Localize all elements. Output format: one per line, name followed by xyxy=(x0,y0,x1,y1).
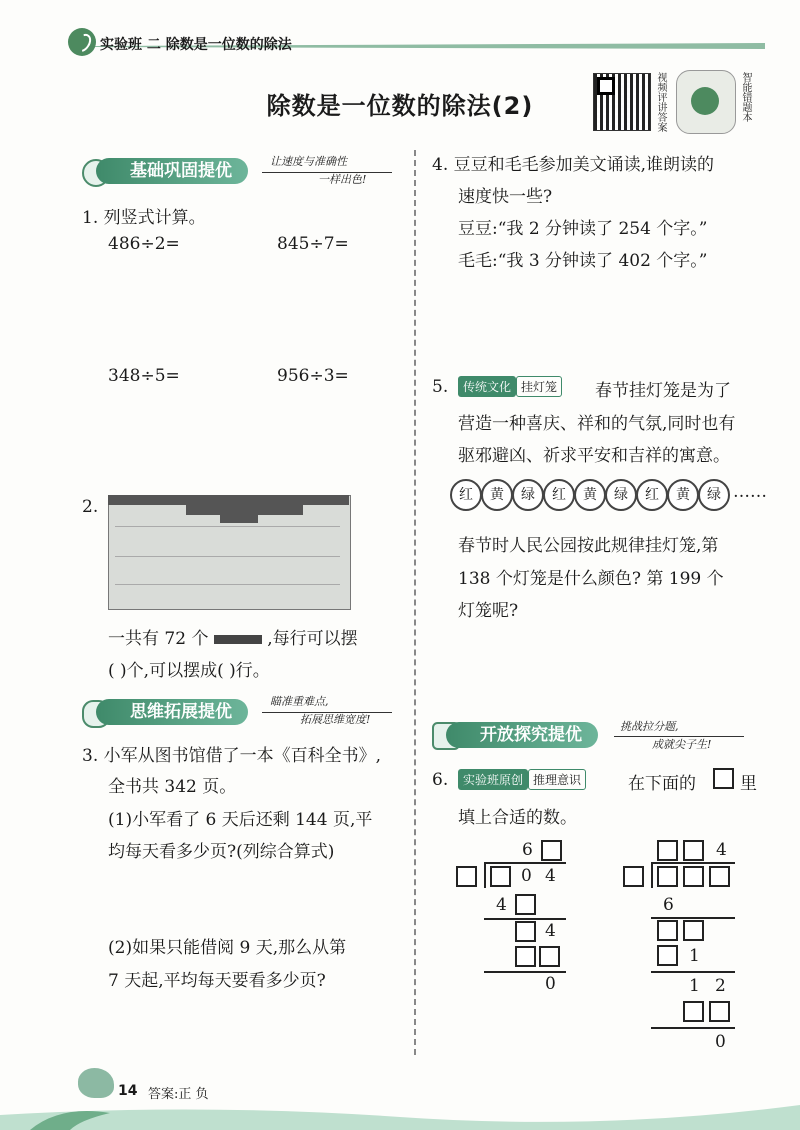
qr-code-icon[interactable] xyxy=(593,73,651,131)
quotient-digit: 4 xyxy=(716,840,727,860)
step-digit: 1 xyxy=(689,946,700,966)
q6-line1a: 在下面的 xyxy=(628,774,696,794)
section2-banner: 思维拓展提优 xyxy=(96,699,248,725)
division-bar xyxy=(484,862,566,864)
lantern-icon: 黄 xyxy=(574,479,606,511)
remainder-digit: 0 xyxy=(715,1032,726,1052)
q3-part2a: (2)如果只能借阅 9 天,那么从第 xyxy=(108,938,347,958)
answer-box[interactable] xyxy=(683,840,704,861)
step-digit: 6 xyxy=(663,895,674,915)
logo-icon xyxy=(68,28,96,56)
lantern-icon: 红 xyxy=(450,479,482,511)
slogan-line xyxy=(614,736,744,737)
section1-banner: 基础巩固提优 xyxy=(96,158,248,184)
q4-line2: 速度快一些? xyxy=(458,187,553,207)
section3-banner: 开放探究提优 xyxy=(446,722,598,748)
q2-text: ,每行可以摆 xyxy=(267,629,358,649)
lantern-icon: 黄 xyxy=(667,479,699,511)
division-bracket xyxy=(651,862,653,888)
q5-number: 5. xyxy=(432,377,449,397)
section1-slogan2: 一样出色! xyxy=(318,173,367,186)
division-bracket xyxy=(484,862,486,888)
lantern-icon: 红 xyxy=(636,479,668,511)
division-line xyxy=(651,1027,735,1029)
q1-item: 956÷3= xyxy=(277,366,349,386)
q6-tags xyxy=(458,769,586,790)
answer-box[interactable] xyxy=(541,840,562,861)
section2-slogan1: 瞄准重难点, xyxy=(270,695,329,708)
answer-box[interactable] xyxy=(683,866,704,887)
dividend-digit: 4 xyxy=(545,866,556,886)
q5-line4: 春节时人民公园按此规律挂灯笼,第 xyxy=(458,536,719,556)
section3-slogan1: 挑战拉分题, xyxy=(620,720,679,733)
answer-box[interactable] xyxy=(657,945,678,966)
lantern-ellipsis: …… xyxy=(733,482,767,502)
page-title: 除数是一位数的除法(2) xyxy=(266,92,534,120)
q2-line1 xyxy=(108,624,358,649)
answer-box[interactable] xyxy=(456,866,477,887)
answer-box-example xyxy=(713,768,734,789)
tag-traditional-culture: 传统文化 xyxy=(458,376,516,397)
division-line xyxy=(484,971,566,973)
column-divider xyxy=(414,150,416,1055)
q3-line1: 3. 小军从图书馆借了一本《百科全书》, xyxy=(82,746,382,766)
lantern-icon: 绿 xyxy=(512,479,544,511)
division-bar xyxy=(651,862,735,864)
q4-line4: 毛毛:“我 3 分钟读了 402 个字。” xyxy=(458,251,708,271)
answer-box[interactable] xyxy=(515,921,536,942)
answer-box[interactable] xyxy=(657,840,678,861)
division-line xyxy=(651,917,735,919)
tag-original: 实验班原创 xyxy=(458,769,528,790)
q3-line2: 全书共 342 页。 xyxy=(108,777,237,797)
tag-lantern: 挂灯笼 xyxy=(516,376,562,397)
answer-box[interactable] xyxy=(539,946,560,967)
q3-part1b: 均每天看多少页?(列综合算式) xyxy=(108,842,335,862)
slogan-line xyxy=(262,172,392,173)
q2-line2: ( )个,可以摆成( )行。 xyxy=(108,661,270,681)
answer-box[interactable] xyxy=(657,866,678,887)
q1-item: 348÷5= xyxy=(108,366,180,386)
step-digit: 4 xyxy=(496,895,507,915)
q5-line3: 驱邪避凶、祈求平安和吉祥的寓意。 xyxy=(458,446,730,466)
q2-number: 2. xyxy=(82,497,99,517)
answer-box[interactable] xyxy=(683,920,704,941)
lantern-icon: 黄 xyxy=(481,479,513,511)
division-line xyxy=(651,971,735,973)
answer-box[interactable] xyxy=(515,946,536,967)
qr-right-label: 智能错题本 xyxy=(740,72,751,122)
step-digit: 4 xyxy=(545,921,556,941)
q5-line6: 灯笼呢? xyxy=(458,601,519,621)
answer-box[interactable] xyxy=(623,866,644,887)
q2-text: 一共有 72 个 xyxy=(108,629,209,649)
q5-line5: 138 个灯笼是什么颜色? 第 199 个 xyxy=(458,569,724,589)
answer-label: 答案:正 负 xyxy=(148,1087,209,1102)
answer-box[interactable] xyxy=(515,894,536,915)
answer-box[interactable] xyxy=(709,1001,730,1022)
section3-slogan2: 成就尖子生! xyxy=(652,738,712,751)
quotient-digit: 6 xyxy=(522,840,533,860)
q3-part1a: (1)小军看了 6 天后还剩 144 页,平 xyxy=(108,810,373,830)
section2-slogan2: 拓展思维宽度! xyxy=(300,713,371,726)
qr-left-label: 视频评讲答案 xyxy=(655,72,666,132)
lantern-icon: 绿 xyxy=(605,479,637,511)
division-line xyxy=(484,918,566,920)
redacted-object xyxy=(214,635,262,644)
smart-qr-icon[interactable] xyxy=(676,70,736,134)
q1-item: 486÷2= xyxy=(108,234,180,254)
lantern-icon: 绿 xyxy=(698,479,730,511)
dolphin-icon xyxy=(78,1068,114,1098)
q5-tags xyxy=(458,376,562,397)
remainder-digit: 0 xyxy=(545,974,556,994)
q3-part2b: 7 天起,平均每天要看多少页? xyxy=(108,971,326,991)
lantern-icon: 红 xyxy=(543,479,575,511)
step-digit: 2 xyxy=(715,976,726,996)
q1-prompt: 1. 列竖式计算。 xyxy=(82,208,206,228)
q6-line1b: 里 xyxy=(740,774,757,794)
q5-line1: 春节挂灯笼是为了 xyxy=(595,381,731,401)
q6-number: 6. xyxy=(432,770,449,790)
section1-slogan1: 让速度与准确性 xyxy=(270,155,347,168)
answer-box[interactable] xyxy=(490,866,511,887)
photo-header xyxy=(108,495,349,527)
header-text: 实验班 二 除数是一位数的除法 xyxy=(100,37,292,53)
answer-box[interactable] xyxy=(709,866,730,887)
slogan-line xyxy=(262,712,392,713)
answer-box[interactable] xyxy=(657,920,678,941)
q6-line2: 填上合适的数。 xyxy=(458,808,577,828)
tag-reasoning: 推理意识 xyxy=(528,769,586,790)
q1-item: 845÷7= xyxy=(277,234,349,254)
q4-line1: 4. 豆豆和毛毛参加美文诵读,谁朗读的 xyxy=(432,155,715,175)
step-digit: 1 xyxy=(689,976,700,996)
answer-box[interactable] xyxy=(683,1001,704,1022)
page-number: 14 xyxy=(118,1083,138,1099)
footer-wave xyxy=(0,1095,800,1130)
q5-line2: 营造一种喜庆、祥和的气氛,同时也有 xyxy=(458,414,736,434)
dividend-digit: 0 xyxy=(521,866,532,886)
q4-line3: 豆豆:“我 2 分钟读了 254 个字。” xyxy=(458,219,708,239)
